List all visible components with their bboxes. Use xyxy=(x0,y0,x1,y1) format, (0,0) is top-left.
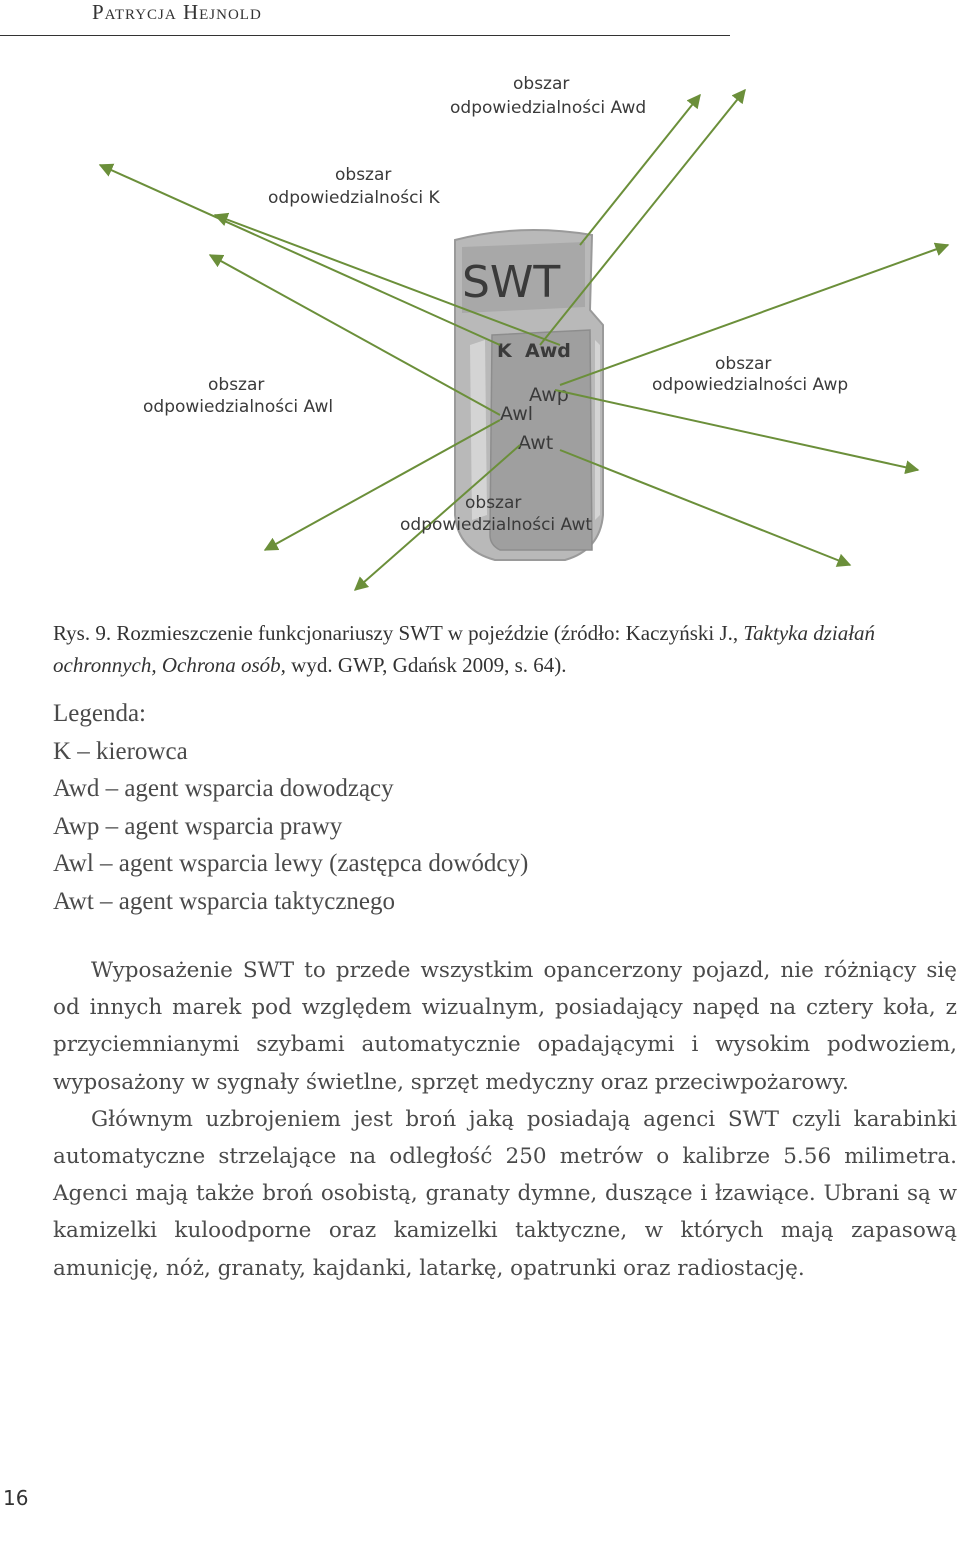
zone-awl xyxy=(143,375,333,417)
paragraph-armament: Głównym uzbrojeniem jest broń jaką posiadają agenci SWT czyli karabinki automatyczne strzelające na odległość 250 metrów o kalibrze 5.56 milimetra. Agenci mają także broń osobistą, granaty dymne, duszące i łzawiące. Ubrani są w kamizelki kuloodporne oraz kamizelki taktyczne, w których mają zapasową amunicję, nóż, granaty, kajdanki, latarkę, opatrunki oraz radiostację. xyxy=(53,1106,957,1281)
zone-k-line1: obszar xyxy=(335,165,392,185)
zone-awp-line2: odpowiedzialności Awp xyxy=(652,375,849,395)
seat-label-awd: Awd xyxy=(525,340,571,362)
vehicle-label: SWT xyxy=(462,257,561,308)
paragraph-equipment: Wyposażenie SWT to przede wszystkim opancerzony pojazd, nie różniący się od innych marek pod względem wizualnym, posiadający napęd na cztery koła, z przyciemnianymi szybami automatycznie opadającymi i wysokim podwoziem, wyposażony w sygnały świetlne, sprzęt medyczny oraz przeciwpożarowy. xyxy=(53,958,957,1095)
legend-item-awt: Awt – agent wsparcia taktycznego xyxy=(53,887,396,915)
zone-awt-line2: odpowiedzialności Awt xyxy=(400,515,593,535)
seat-label-awt: Awt xyxy=(518,432,554,454)
header-rule xyxy=(0,35,730,36)
zone-k xyxy=(268,165,441,208)
running-header: Patrycja Hejnold xyxy=(92,0,262,24)
legend-title: Legenda: xyxy=(53,700,147,727)
zone-k-line2: odpowiedzialności K xyxy=(268,188,440,208)
caption-part2: wyd. GWP, Gdańsk 2009, s. 64). xyxy=(285,653,567,677)
seat-label-awl: Awl xyxy=(500,403,534,425)
legend-item-k: K – kierowca xyxy=(53,737,188,765)
figure-caption xyxy=(53,617,923,681)
seat-label-k: K xyxy=(497,340,512,362)
zone-awp-line1: obszar xyxy=(715,354,772,374)
arrow-awd-1 xyxy=(540,90,745,345)
zone-awl-line1: obszar xyxy=(208,375,265,395)
legend-item-awp: Awp – agent wsparcia prawy xyxy=(53,812,343,840)
arrow-awp-2 xyxy=(555,390,918,470)
zone-awl-line2: odpowiedzialności Awl xyxy=(143,397,334,417)
vehicle-diagram xyxy=(0,45,960,605)
right-window xyxy=(595,340,600,520)
zone-awd-line2: odpowiedzialności Awd xyxy=(450,98,647,118)
zone-awp xyxy=(652,354,848,395)
caption-part1: Rys. 9. Rozmieszczenie funkcjonariuszy SWT w pojeździe (źródło: Kaczyński J., xyxy=(53,621,744,645)
legend xyxy=(53,695,923,920)
caption-italic-title: Taktyka działań ochronnych, Ochrona osób, xyxy=(53,621,876,677)
zone-awd-line1: obszar xyxy=(513,74,570,94)
zone-awd xyxy=(450,74,646,118)
legend-item-awl: Awl – agent wsparcia lewy (zastępca dowódcy) xyxy=(53,850,529,877)
diagram-svg xyxy=(0,45,960,605)
seat-label-awp: Awp xyxy=(529,384,569,406)
page-number: 16 xyxy=(3,1486,29,1510)
legend-item-awd: Awd – agent wsparcia dowodzący xyxy=(53,775,394,802)
body-text xyxy=(53,952,957,1287)
zone-awt-line1: obszar xyxy=(465,493,522,513)
